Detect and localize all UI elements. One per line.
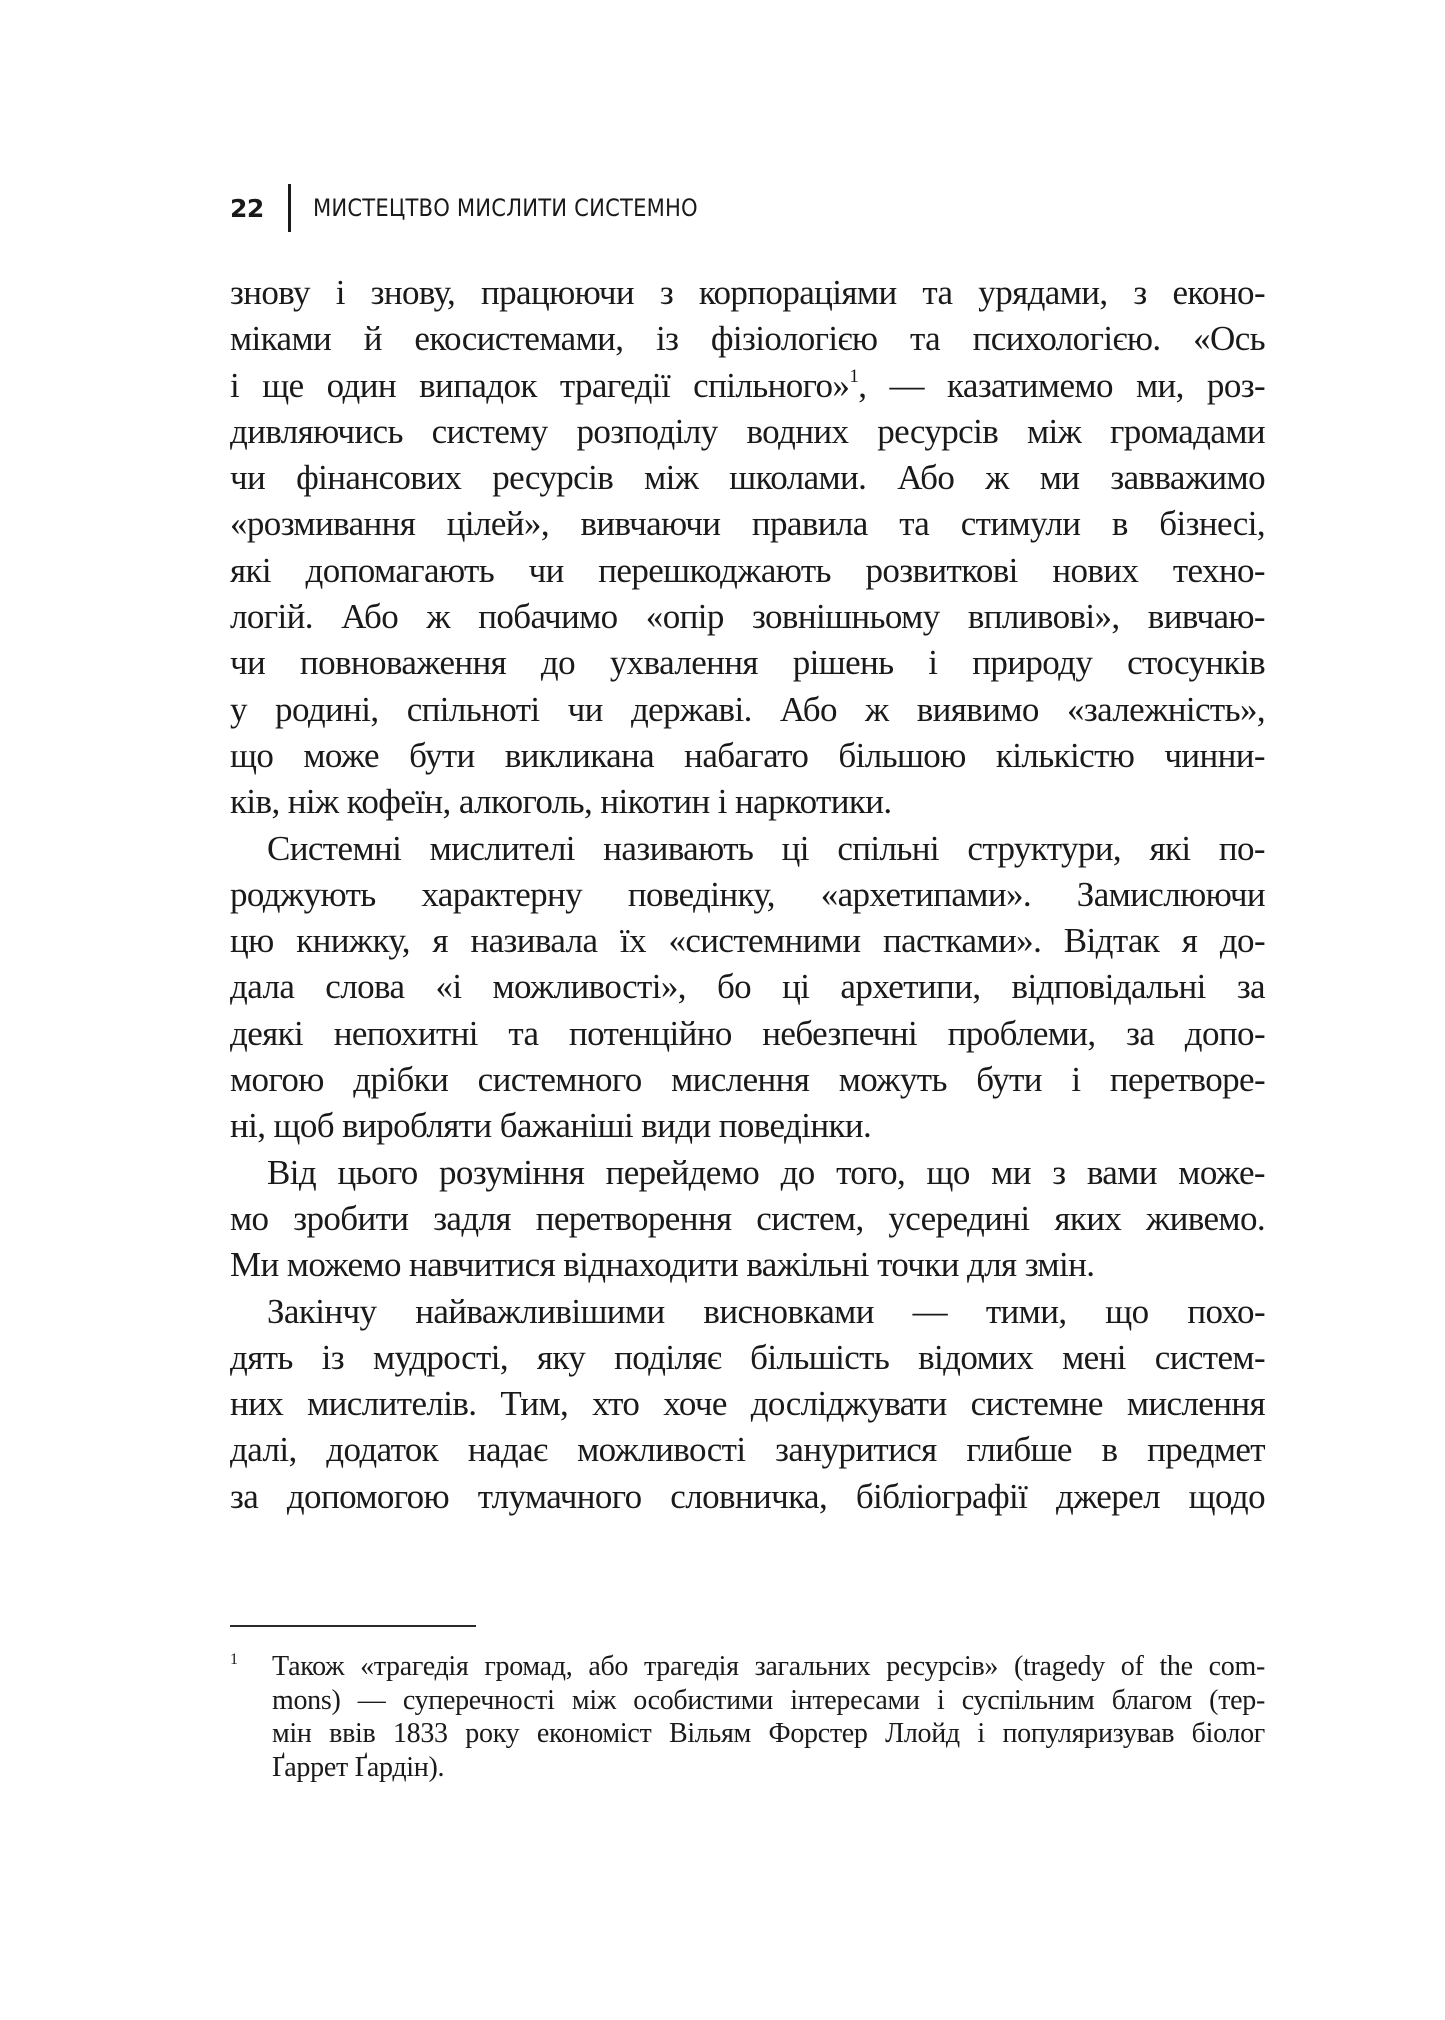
text-line: за допомогою тлумачного словничка, бібліографії джерел щодо	[230, 1476, 1265, 1516]
text-line: що може бути викликана набагато більшою кількістю чинни-	[230, 735, 1265, 775]
text-line: Від цього розуміння перейдемо до того, що ми з вами може-	[267, 1152, 1265, 1192]
book-title: МИСТЕЦТВО МИСЛИТИ СИСТЕМНО	[312, 194, 698, 222]
text-line: далі, додаток надає можливості зануритися глибше в предмет	[230, 1430, 1265, 1470]
text-fragment: і ще один випадок трагедії спільного»	[230, 365, 850, 405]
text-line: могою дрібки системного мислення можуть бути і перетворе-	[230, 1060, 1265, 1100]
paragraph-1	[230, 270, 1265, 826]
running-head	[230, 183, 750, 233]
text-line: роджують характерну поведінку, «архетипами». Замислюючи	[230, 874, 1265, 914]
paragraph-3	[230, 1150, 1265, 1289]
text-line: них мислителів. Тим, хто хоче досліджувати системне мислення	[230, 1384, 1265, 1424]
text-line: Ми можемо навчитися віднаходити важільні точки для змін.	[230, 1245, 1095, 1285]
text-line: чи повноваження до ухвалення рішень і природу стосунків	[230, 643, 1265, 683]
text-line: мо зробити задля перетворення систем, усередині яких живемо.	[230, 1198, 1265, 1238]
paragraph-2	[230, 826, 1265, 1150]
text-line: деякі непохитні та потенційно небезпечні проблеми, за допо-	[230, 1013, 1265, 1053]
footnote-marker: 1	[230, 1651, 238, 1668]
text-line: Закінчу найважливішими висновками — тими, що похо-	[267, 1291, 1265, 1331]
text-line: у родині, спільноті чи державі. Або ж виявимо «залежність»,	[230, 689, 1265, 729]
footnote-line: мін ввів 1833 року економіст Вільям Форстер Ллойд і популяризував біолог	[272, 1718, 1265, 1749]
text-line: «розмивання цілей», вивчаючи правила та стимули в бізнесі,	[230, 504, 1265, 544]
paragraph-4	[230, 1289, 1265, 1520]
text-line: дала слова «і можливості», бо ці архетипи, відповідальні за	[230, 967, 1265, 1007]
footnote-line: Також «трагедія громад, або трагедія загальних ресурсів» (tragedy of the com-	[272, 1651, 1265, 1682]
text-line: цю книжку, я називала їх «системними пастками». Відтак я до-	[230, 921, 1265, 961]
footnote	[230, 1650, 1265, 1784]
footnote-line: Ґаррет Ґардін).	[272, 1751, 445, 1783]
footnote-body	[272, 1650, 1265, 1784]
text-line: чи фінансових ресурсів між школами. Або ж ми завважимо	[230, 458, 1265, 498]
text-line: Системні мислителі називають ці спільні структури, які по-	[267, 828, 1265, 868]
text-line: знову і знову, працюючи з корпораціями та урядами, з еконо-	[230, 273, 1265, 312]
text-line: ні, щоб виробляти бажаніші види поведінки.	[230, 1106, 872, 1146]
text-line: дивляючись систему розподілу водних ресурсів між громадами	[230, 411, 1265, 451]
text-line-with-footnote-ref	[230, 363, 1265, 409]
footnote-separator	[230, 1625, 476, 1627]
text-line: логій. Або ж побачимо «опір зовнішньому впливові», вивчаю-	[230, 597, 1265, 637]
text-fragment: , — казатимемо ми, роз-	[858, 365, 1265, 405]
text-line: дять із мудрості, яку поділяє більшість відомих мені систем-	[230, 1337, 1265, 1377]
footnote-line: mons) — суперечності між особистими інтересами і суспільним благом (тер-	[272, 1684, 1265, 1716]
footnote-reference[interactable]: 1	[849, 365, 859, 387]
text-line: міками й екосистемами, із фізіологією та психологією. «Ось	[230, 319, 1265, 359]
body-text	[230, 270, 1265, 1520]
text-line: які допомагають чи перешкоджають розвиткові нових техно-	[230, 550, 1265, 590]
text-line: ків, ніж кофеїн, алкоголь, нікотин і наркотики.	[230, 782, 892, 822]
page-number: 22	[230, 193, 264, 223]
header-divider	[288, 184, 291, 232]
